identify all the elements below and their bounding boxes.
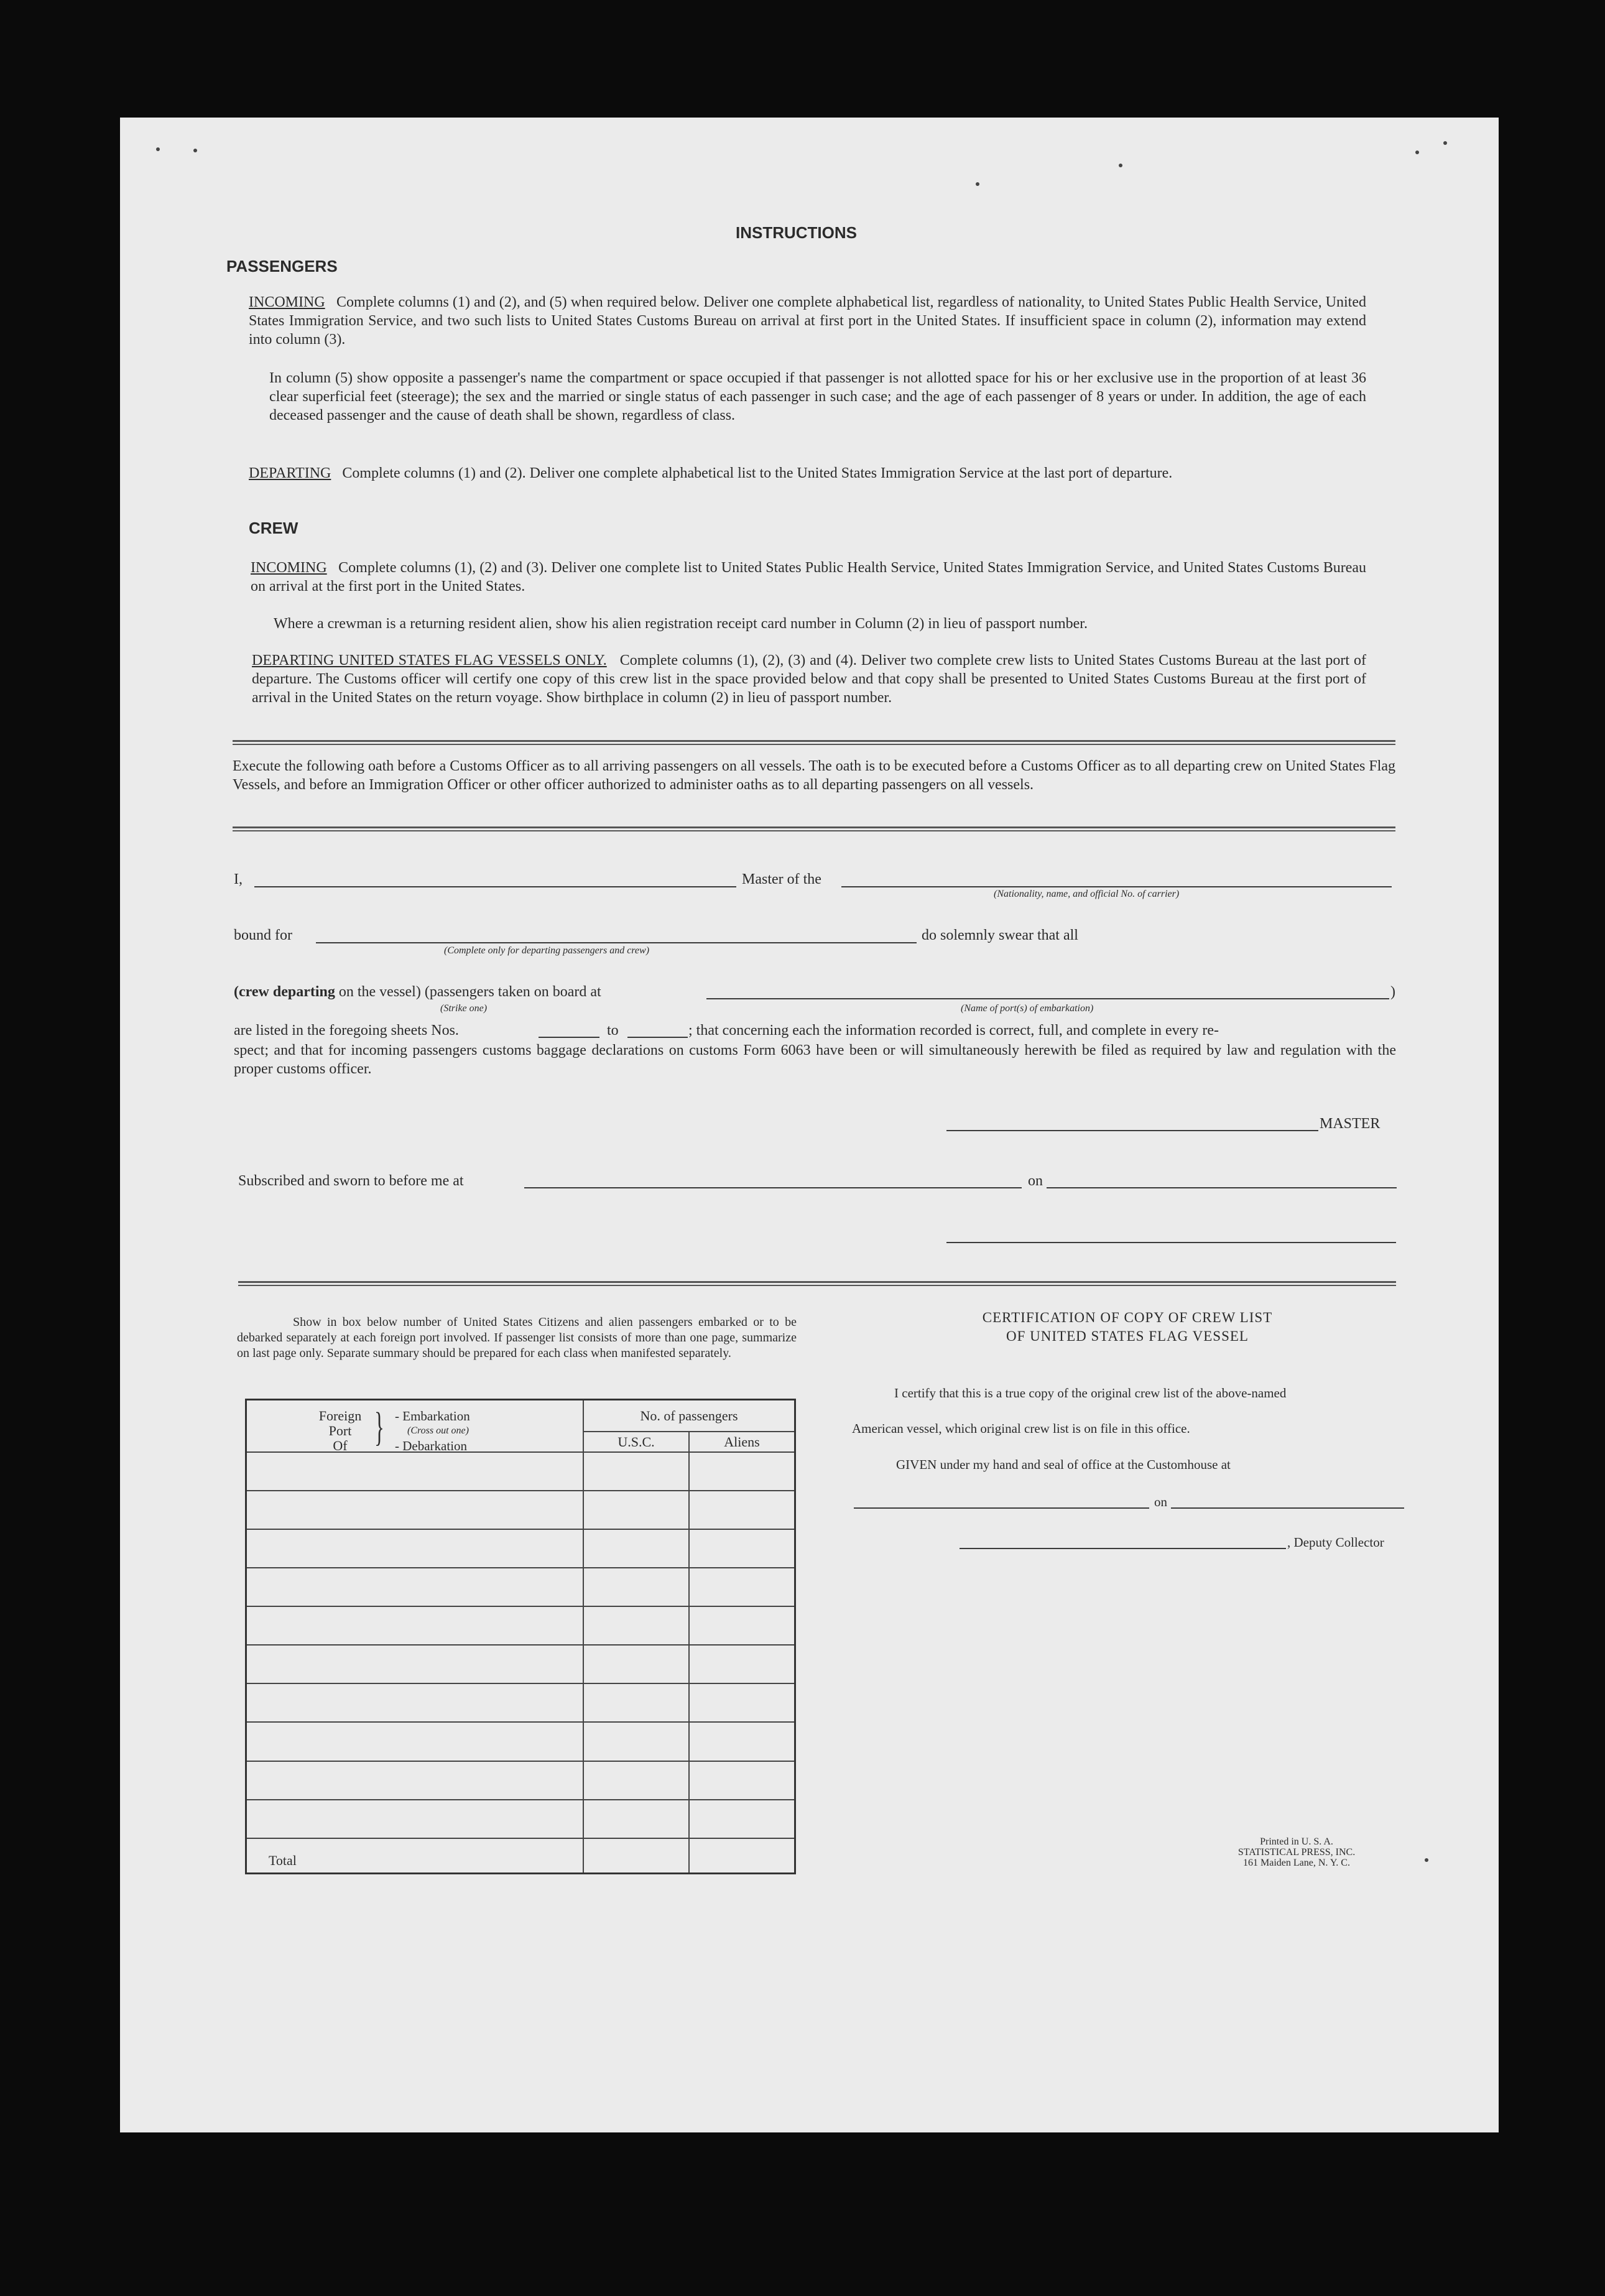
port-cell[interactable] xyxy=(246,1491,584,1529)
sworn-at-field[interactable] xyxy=(524,1187,1022,1188)
sheet-to-field[interactable] xyxy=(627,1037,688,1038)
usc-cell[interactable] xyxy=(583,1606,689,1645)
incoming-label: INCOMING xyxy=(249,294,325,310)
passengers-departing xyxy=(249,464,1366,483)
master-of-the: Master of the xyxy=(742,871,821,887)
speck xyxy=(193,149,197,152)
bound-caption: (Complete only for departing passengers and crew) xyxy=(444,945,650,956)
listed-sheets: are listed in the foregoing sheets Nos. xyxy=(234,1022,459,1039)
divider xyxy=(233,826,1395,831)
deputy-signature-field[interactable] xyxy=(960,1548,1286,1549)
officer-signature-field[interactable] xyxy=(946,1242,1396,1243)
aliens-cell[interactable] xyxy=(689,1722,795,1761)
usc-cell[interactable] xyxy=(583,1800,689,1838)
crew-incoming-label: INCOMING xyxy=(251,560,327,576)
divider xyxy=(238,1281,1396,1286)
port-cell[interactable] xyxy=(246,1568,584,1606)
speck xyxy=(976,182,979,186)
form-sheet xyxy=(120,118,1499,2132)
port-header xyxy=(246,1400,584,1453)
port-cell[interactable] xyxy=(246,1606,584,1645)
master-label: MASTER xyxy=(1320,1116,1381,1132)
brace-icon: } xyxy=(374,1404,384,1450)
printer-line1: Printed in U. S. A. xyxy=(1260,1836,1333,1847)
port-cell[interactable] xyxy=(246,1683,584,1722)
usc-cell[interactable] xyxy=(583,1722,689,1761)
strike-options xyxy=(234,984,601,1001)
certify-line2: American vessel, which original crew list is on file in this office. xyxy=(852,1421,1190,1436)
crew-departing-label: DEPARTING UNITED STATES FLAG VESSELS ONLY. xyxy=(252,652,607,669)
aliens-cell[interactable] xyxy=(689,1568,795,1606)
printer-imprint xyxy=(1219,1836,1374,1868)
crew-incoming-text: Complete columns (1), (2) and (3). Deliver one complete list to United States Public Health Service, United States Immigration Service, and United States Customs Bureau on arrival at the first port in the United States. xyxy=(251,560,1366,595)
passengers-incoming xyxy=(249,293,1366,349)
port-cell[interactable] xyxy=(246,1529,584,1568)
deputy-collector-label: , Deputy Collector xyxy=(1287,1535,1384,1550)
usc-cell[interactable] xyxy=(583,1491,689,1529)
usc-cell[interactable] xyxy=(583,1761,689,1800)
spect-text: spect; and that for incoming passengers customs baggage declarations on customs Form 6063 have been or will simultaneously herewith be filed as required by law and regulation with the proper customs officer. xyxy=(234,1042,1396,1077)
carrier-field[interactable] xyxy=(841,886,1392,887)
incoming-text: Complete columns (1) and (2), and (5) when required below. Deliver one complete alphabetical list, regardless of nationality, to United States Public Health Service, United States Immigration Service, and two such lists to United States Customs Bureau on arrival at first port in the United States. If insufficient space in column (2), information may extend into column (3). xyxy=(249,294,1367,348)
master-name-field[interactable] xyxy=(254,886,736,887)
passengers-heading: PASSENGERS xyxy=(226,257,338,275)
instructions-title: INSTRUCTIONS xyxy=(736,223,857,242)
crew-departing-text: Complete columns (1), (2), (3) and (4). Deliver two complete crew lists to United States Customs Bureau at the last port of departure. The Customs officer will certify one copy of this crew list in the space provided below and that copy shall be presented to United States Customs Bureau at the first port of arrival in the United States on the return voyage. Show birthplace in column (2) in lieu of passport number. xyxy=(252,652,1367,706)
aliens-cell[interactable] xyxy=(689,1529,795,1568)
on-label: on xyxy=(1028,1173,1043,1189)
aliens-cell[interactable] xyxy=(689,1645,795,1683)
passenger-summary-table xyxy=(245,1399,796,1874)
port-cell[interactable] xyxy=(246,1722,584,1761)
bound-for-field[interactable] xyxy=(316,942,917,943)
carrier-caption: (Nationality, name, and official No. of carrier) xyxy=(994,889,1180,899)
of-label: Of xyxy=(333,1438,348,1453)
port-cell[interactable] xyxy=(246,1761,584,1800)
usc-header: U.S.C. xyxy=(583,1432,689,1452)
crew-resident: Where a crewman is a returning resident alien, show his alien registration receipt card number in Column (2) in lieu of passport number. xyxy=(274,616,1088,632)
aliens-header: Aliens xyxy=(689,1432,795,1452)
master-signature-field[interactable] xyxy=(946,1130,1318,1131)
embark-options xyxy=(395,1409,470,1453)
passengers-column5: In column (5) show opposite a passenger's name the compartment or space occupied if that passenger is not allotted space for his or her exclusive use in the proportion of at least 36 clear superficial feet (steerage); the sex and the married or single status of each passenger in such case; and the age of each passenger of 8 years or under. In addition, the age of each deceased passenger and the cause of death shall be shown, regardless of class. xyxy=(269,370,1366,424)
customhouse-field[interactable] xyxy=(854,1507,1149,1509)
aliens-cell[interactable] xyxy=(689,1800,795,1838)
oath-i: I, xyxy=(234,871,243,887)
foreign-port-of xyxy=(309,1409,371,1453)
aliens-cell[interactable] xyxy=(689,1491,795,1529)
sworn-date-field[interactable] xyxy=(1047,1187,1397,1188)
swear-text: do solemnly swear that all xyxy=(922,927,1078,943)
speck xyxy=(1119,164,1122,167)
port-cell[interactable] xyxy=(246,1645,584,1683)
cross-out-label: (Cross out one) xyxy=(407,1425,469,1436)
foreign-label: Foreign xyxy=(318,1408,362,1423)
embarkation-port-field[interactable] xyxy=(706,998,1389,999)
to-label: to xyxy=(607,1022,619,1039)
usc-cell[interactable] xyxy=(583,1529,689,1568)
usc-total-cell[interactable] xyxy=(583,1838,689,1874)
usc-cell[interactable] xyxy=(583,1683,689,1722)
port-caption: (Name of port(s) of embarkation) xyxy=(961,1003,1094,1014)
oath-intro: Execute the following oath before a Customs Officer as to all arriving passengers on all vessels. The oath is to be executed before a Customs Officer as to all departing crew on United States Flag Vessels, and before an Immigration Officer or other officer authorized to administer oaths as to all departing passengers on all vessels. xyxy=(233,758,1395,793)
subscribed-text: Subscribed and sworn to before me at xyxy=(238,1173,464,1189)
cert-date-field[interactable] xyxy=(1171,1507,1404,1509)
usc-cell[interactable] xyxy=(583,1452,689,1491)
aliens-cell[interactable] xyxy=(689,1452,795,1491)
aliens-cell[interactable] xyxy=(689,1606,795,1645)
usc-cell[interactable] xyxy=(583,1645,689,1683)
summary-note: Show in box below number of United States Citizens and alien passengers embarked or to be debarked separately at each foreign port involved. If passenger list consists of more than one page, summarize on last page only. Separate summary should be prepared for each class when manifested separately. xyxy=(237,1315,797,1360)
speck xyxy=(156,147,160,151)
departing-text: Complete columns (1) and (2). Deliver one complete alphabetical list to the United States Immigration Service at the last port of departure. xyxy=(342,465,1173,481)
strike-caption: (Strike one) xyxy=(440,1003,488,1014)
no-passengers-header: No. of passengers xyxy=(583,1400,795,1432)
port-cell[interactable] xyxy=(246,1452,584,1491)
certification-title xyxy=(854,1308,1401,1346)
speck xyxy=(1415,150,1419,154)
crew-departing-option[interactable]: (crew departing xyxy=(234,984,335,1000)
sheet-from-field[interactable] xyxy=(539,1037,599,1038)
usc-cell[interactable] xyxy=(583,1568,689,1606)
debarkation-option[interactable]: - Debarkation xyxy=(395,1438,468,1453)
passengers-taken-option[interactable]: (passengers taken on board at xyxy=(424,984,601,1000)
aliens-total-cell[interactable] xyxy=(689,1838,795,1874)
embarkation-option[interactable]: - Embarkation xyxy=(395,1409,470,1423)
departing-label: DEPARTING xyxy=(249,465,331,481)
on-the-vessel: on the vessel) xyxy=(338,984,421,1000)
crew-departing xyxy=(252,651,1366,707)
port-label: Port xyxy=(328,1423,352,1438)
divider xyxy=(233,740,1395,745)
aliens-cell[interactable] xyxy=(689,1683,795,1722)
port-cell[interactable] xyxy=(246,1800,584,1838)
certification-title-line2: OF UNITED STATES FLAG VESSEL xyxy=(1006,1328,1249,1344)
printer-line2: STATISTICAL PRESS, INC. xyxy=(1237,1847,1356,1858)
concerning-text: ; that concerning each the information recorded is correct, full, and complete in every re- xyxy=(688,1022,1219,1039)
crew-incoming xyxy=(251,558,1366,596)
given-text: GIVEN under my hand and seal of office at the Customhouse at xyxy=(896,1457,1231,1472)
aliens-cell[interactable] xyxy=(689,1761,795,1800)
crew-heading: CREW xyxy=(249,519,298,537)
certify-line1: I certify that this is a true copy of the original crew list of the above-named xyxy=(894,1386,1287,1400)
bound-for: bound for xyxy=(234,927,292,943)
speck xyxy=(1443,141,1447,145)
cert-on-label: on xyxy=(1154,1494,1167,1509)
total-label: Total xyxy=(246,1838,584,1874)
speck xyxy=(1425,1858,1428,1862)
certification-title-line1: CERTIFICATION OF COPY OF CREW LIST xyxy=(982,1310,1273,1325)
printer-line3: 161 Maiden Lane, N. Y. C. xyxy=(1243,1858,1350,1868)
close-paren: ) xyxy=(1390,984,1395,1000)
